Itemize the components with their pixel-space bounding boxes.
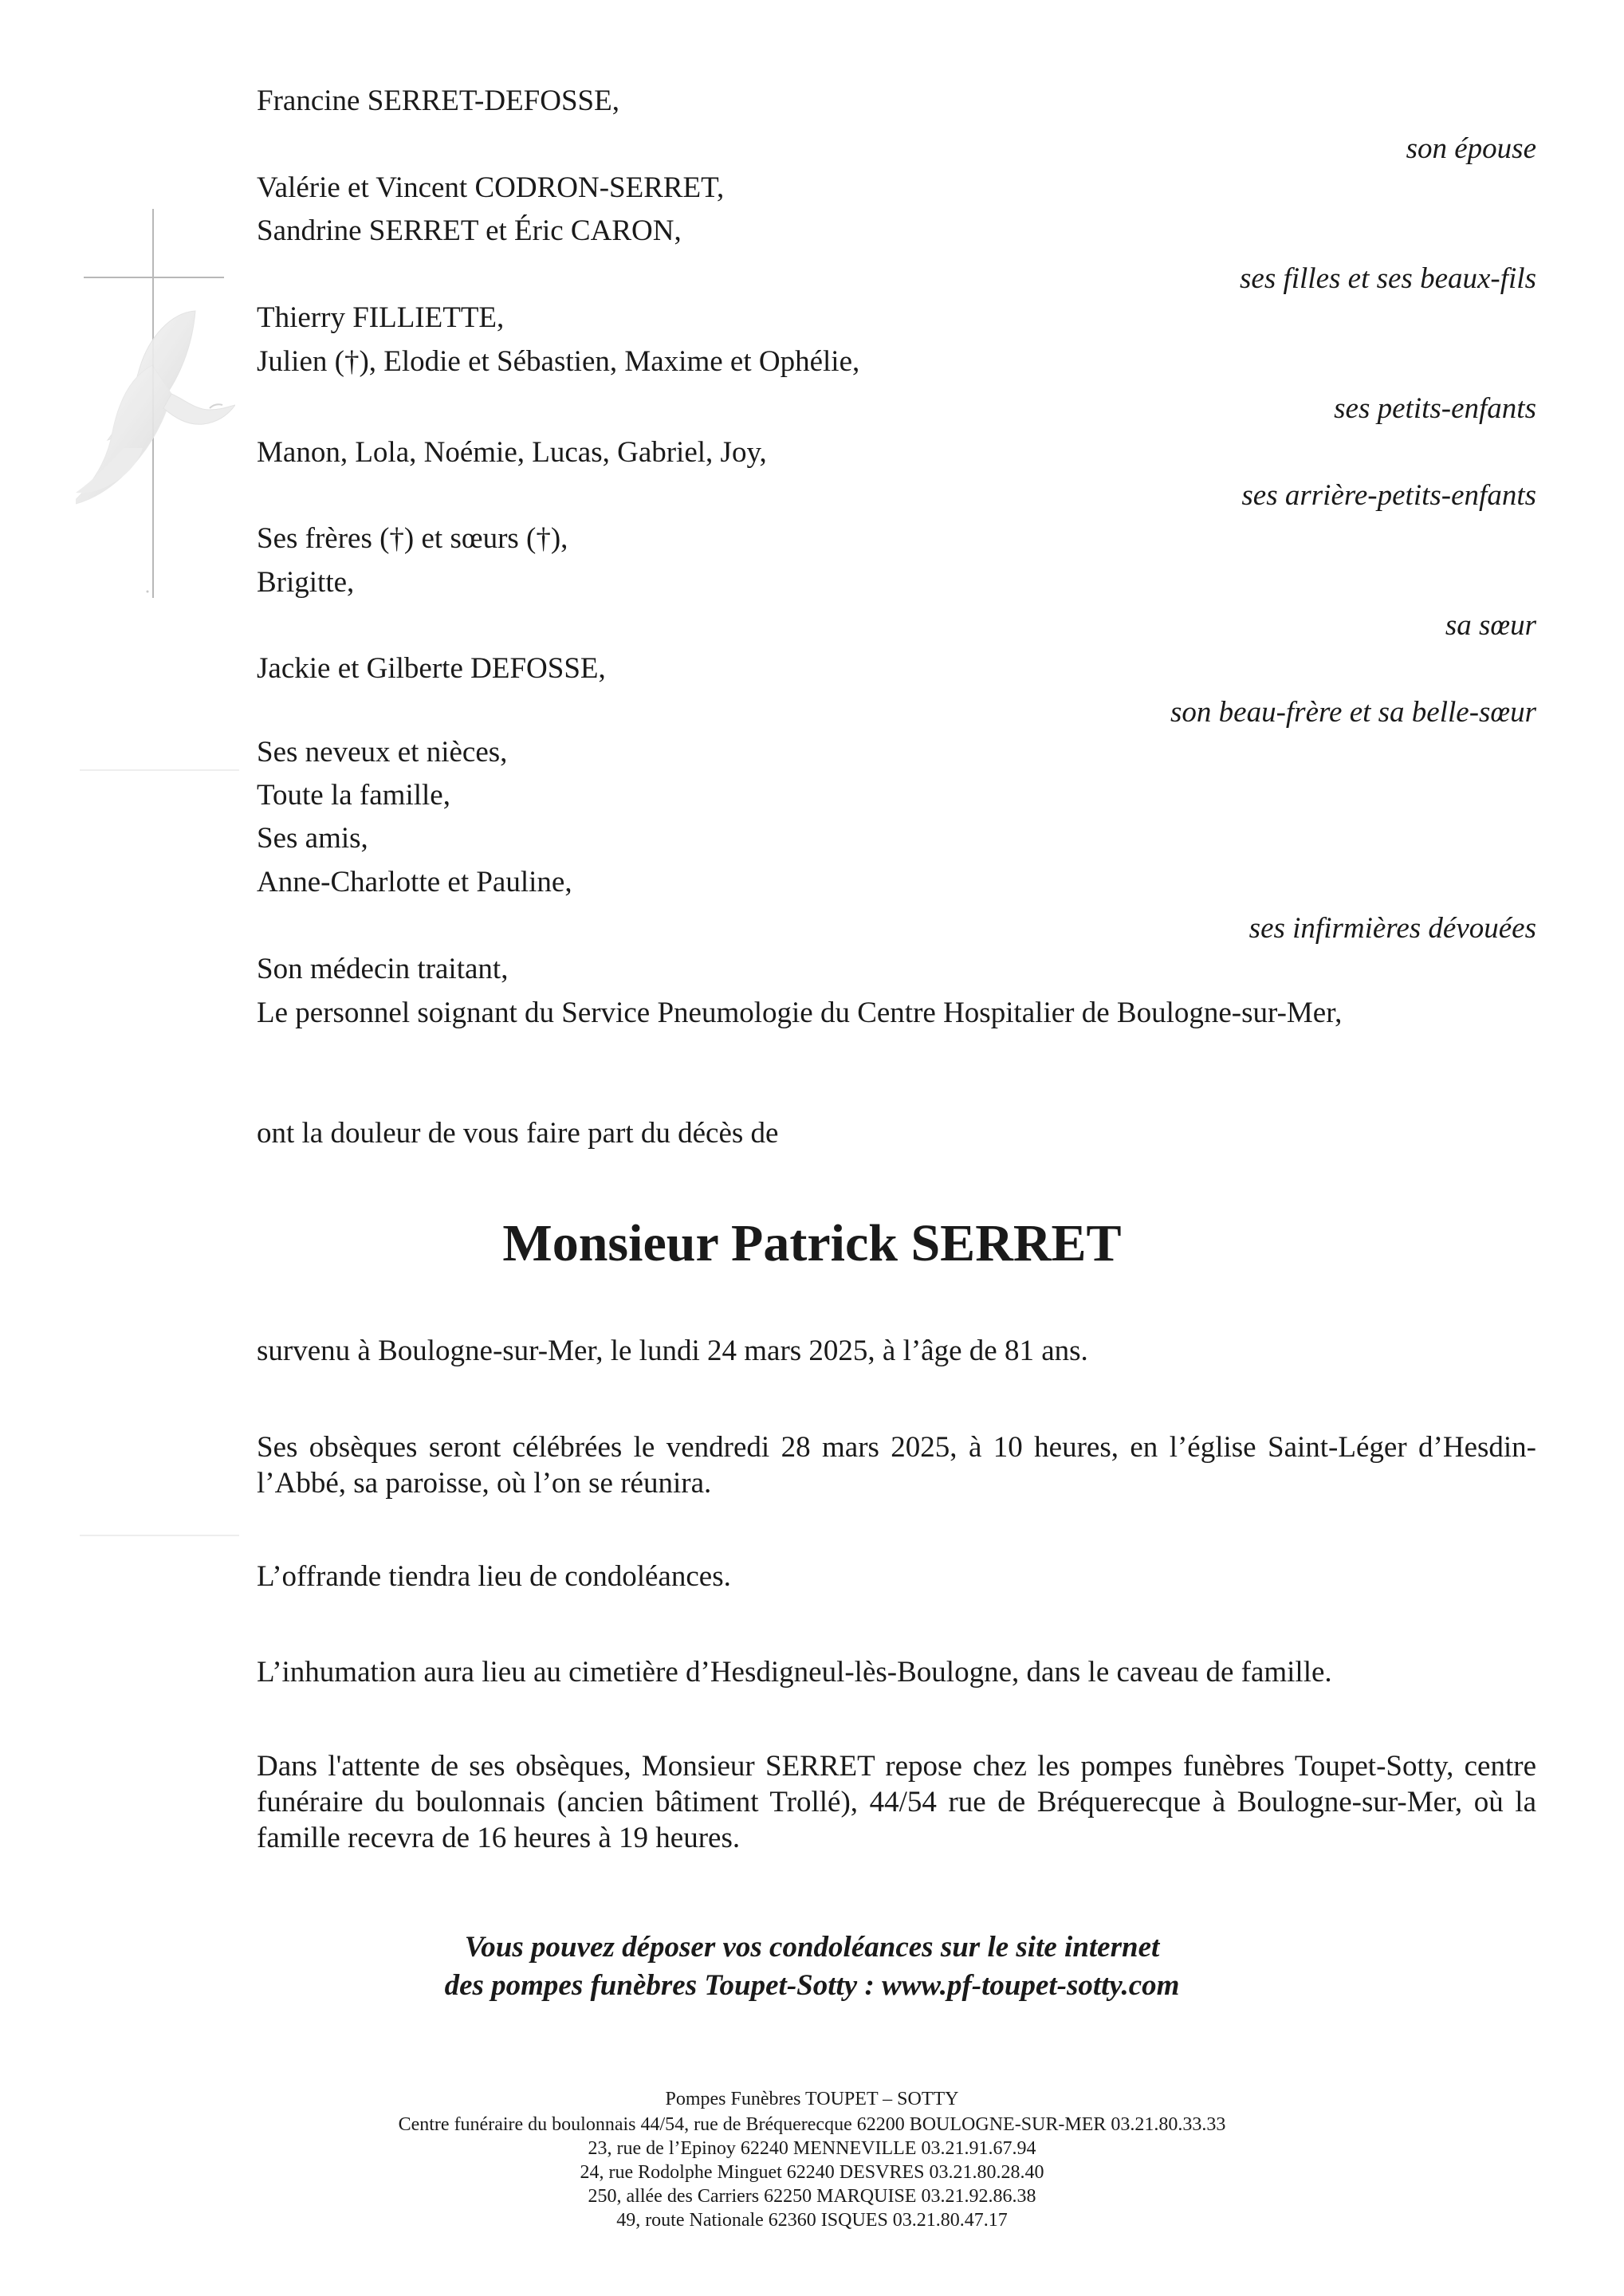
family-line: Le personnel soignant du Service Pneumologie du Centre Hospitalier de Boulogne-sur-Mer,	[257, 997, 1343, 1029]
scan-smudge	[80, 769, 239, 771]
footer-company: Pompes Funèbres TOUPET – SOTTY	[665, 2089, 959, 2109]
family-line: Anne-Charlotte et Pauline,	[257, 866, 572, 898]
family-role: son beau-frère et sa belle-sœur	[1170, 696, 1536, 729]
footer-address: 24, rue Rodolphe Minguet 62240 DESVRES 03.21.80.28.40	[580, 2162, 1044, 2183]
family-line: Ses frères (†) et sœurs (†),	[257, 522, 568, 555]
family-role: ses arrière-petits-enfants	[1241, 479, 1536, 512]
family-line: Francine SERRET-DEFOSSE,	[257, 85, 619, 117]
family-role: sa sœur	[1445, 609, 1536, 642]
dove-icon	[76, 311, 235, 505]
funeral-details: Ses obsèques seront célébrées le vendredi 28 mars 2025, à 10 heures, en l’église Saint-Léger d’Hesdin-l’Abbé, sa paroisse, où l’on se réunira.	[257, 1431, 1536, 1500]
death-notice: survenu à Boulogne-sur-Mer, le lundi 24 mars 2025, à l’âge de 81 ans.	[257, 1335, 1088, 1367]
family-role: son épouse	[1406, 132, 1536, 165]
family-line: Son médecin traitant,	[257, 953, 509, 985]
family-line: Toute la famille,	[257, 779, 450, 812]
condolences-line: des pompes funèbres Toupet-Sotty : www.pf-toupet-sotty.com	[444, 1969, 1180, 2002]
offering-note: L’offrande tiendra lieu de condoléances.	[257, 1560, 731, 1593]
family-line: Brigitte,	[257, 566, 355, 599]
burial-note: L’inhumation aura lieu au cimetière d’Hesdigneul-lès-Boulogne, dans le caveau de famille.	[257, 1656, 1332, 1689]
family-line: Ses neveux et nièces,	[257, 736, 508, 769]
footer-address: 250, allée des Carriers 62250 MARQUISE 03.21.92.86.38	[588, 2186, 1036, 2207]
family-line: Valérie et Vincent CODRON-SERRET,	[257, 171, 725, 204]
announcement-text: ont la douleur de vous faire part du décès de	[257, 1117, 779, 1150]
family-line: Sandrine SERRET et Éric CARON,	[257, 214, 682, 247]
family-line: Ses amis,	[257, 822, 368, 855]
scan-smudge	[80, 1535, 239, 1536]
dust-speck	[147, 591, 149, 593]
family-line: Jackie et Gilberte DEFOSSE,	[257, 652, 606, 685]
family-role: ses infirmières dévouées	[1248, 912, 1536, 945]
cross-dove-emblem	[76, 209, 235, 600]
family-role: ses petits-enfants	[1334, 392, 1536, 425]
family-role: ses filles et ses beaux-fils	[1240, 262, 1536, 295]
repose-details: Dans l'attente de ses obsèques, Monsieur SERRET repose chez les pompes funèbres Toupet-Sotty, centre funéraire du boulonnais (ancien bâtiment Trollé), 44/54 rue de Bréquerecque à Boulogne-sur-Mer, où la famille recevra de 16 heures à 19 heures.	[257, 1750, 1536, 1854]
deceased-name: Monsieur Patrick SERRET	[502, 1214, 1122, 1272]
footer-address: 23, rue de l’Epinoy 62240 MENNEVILLE 03.21.91.67.94	[588, 2138, 1036, 2159]
family-line: Thierry FILLIETTE,	[257, 301, 505, 334]
footer-address: Centre funéraire du boulonnais 44/54, rue de Bréquerecque 62200 BOULOGNE-SUR-MER 03.21.80.33.33	[398, 2114, 1226, 2135]
condolences-line: Vous pouvez déposer vos condoléances sur le site internet	[464, 1931, 1160, 1964]
footer-address: 49, route Nationale 62360 ISQUES 03.21.80.47.17	[616, 2210, 1008, 2231]
family-line: Manon, Lola, Noémie, Lucas, Gabriel, Joy,	[257, 436, 767, 469]
family-line: Julien (†), Elodie et Sébastien, Maxime et Ophélie,	[257, 345, 860, 378]
